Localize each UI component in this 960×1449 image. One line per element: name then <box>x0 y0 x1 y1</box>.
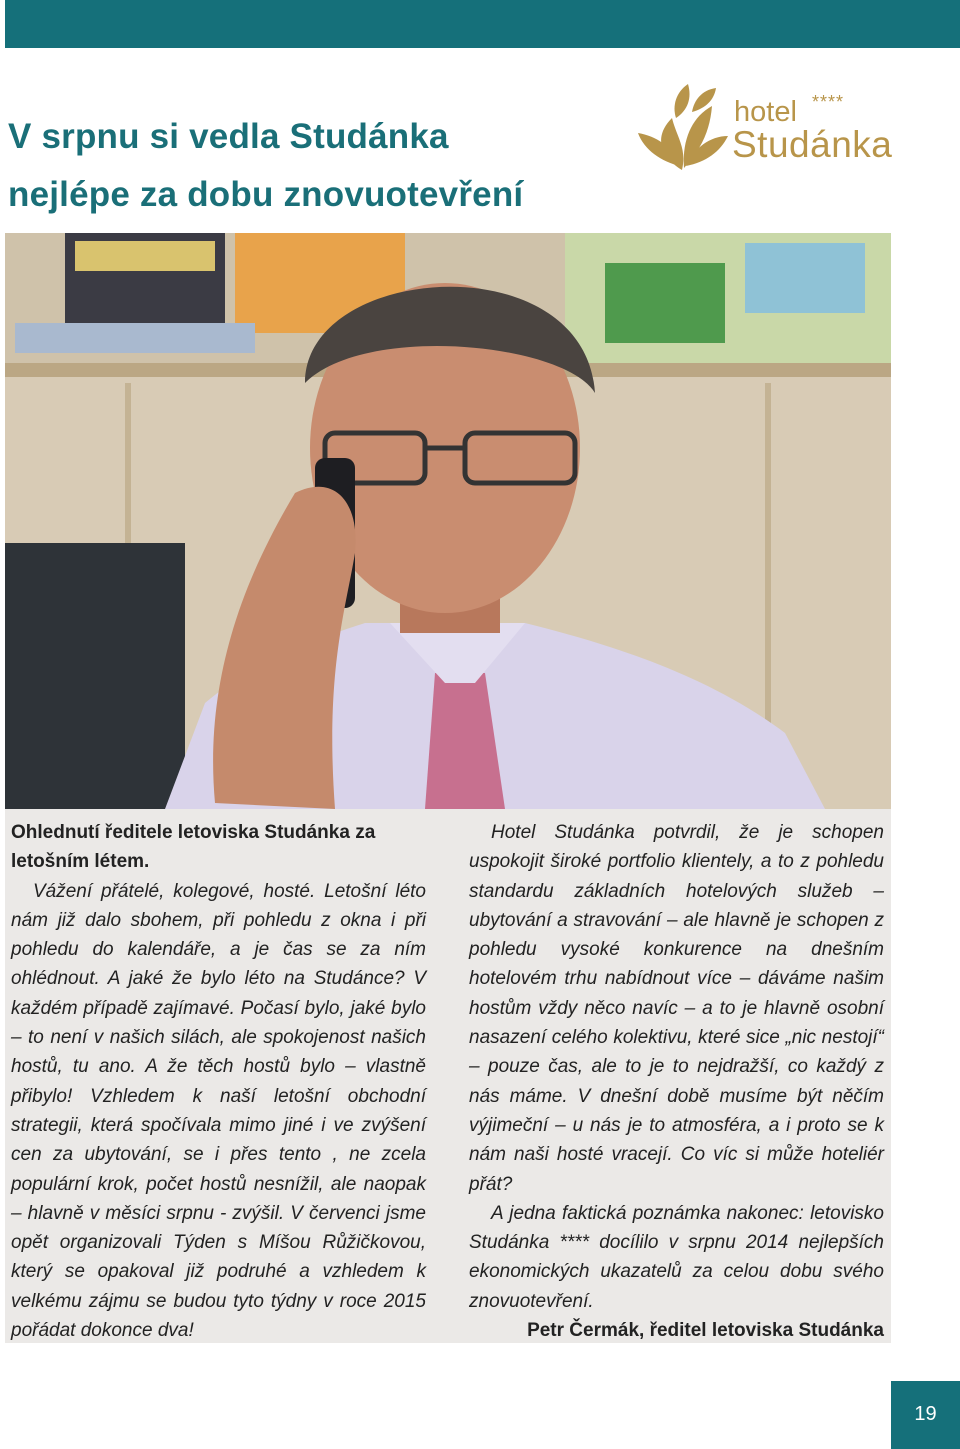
logo-word-hotel: hotel <box>734 96 797 128</box>
logo-stars: **** <box>812 92 845 112</box>
article-lead: Ohlednutí ředitele letoviska Studánka za letošním létem. <box>11 822 376 873</box>
article-column-left <box>11 818 426 1345</box>
top-color-bar <box>5 0 960 48</box>
hotel-studanka-logo <box>632 78 902 178</box>
headline-line-2: nejlépe za dobu znovuotevření <box>8 175 524 214</box>
sun-leaf-logo-icon <box>632 78 732 178</box>
headline-line-1: V srpnu si vedla Studánka <box>8 117 449 156</box>
page-number-box <box>891 1381 960 1449</box>
article-column-right <box>469 818 884 1345</box>
logo-word-studanka: Studánka <box>732 124 893 165</box>
photo-director-on-phone <box>5 233 891 809</box>
article-headline <box>8 108 608 224</box>
page-number: 19 <box>914 1403 937 1425</box>
article-paragraph-3: A jedna faktická poznámka nakonec: letovisko Studánka **** docílilo v srpnu 2014 nejlepších ekonomických ukazatelů za celou dobu svého znovuotevření. <box>469 1202 884 1312</box>
article-signature: Petr Čermák, ředitel letoviska Studánka <box>527 1320 884 1342</box>
article-paragraph-2: Hotel Studánka potvrdil, že je schopen uspokojit široké portfolio klientely, a to z pohledu standardu základních hotelových služeb – ubytování a stravování – ale hlavně je schopen z pohledu vysoké konkurence na dnešním hotelovém trhu nabídnout více – dáváme našim hostům vždy něco navíc – a to je hlavně osobní nasazení celého kolektivu, které sice „nic nestojí“ – pouze čas, ale to je to nejdražší, co každý z nás máme. V dnešní době musíme být něčím výjimeční – u nás je to atmosféra, a i proto se k nám naši hosté vracejí. Co víc si může hoteliér přát? <box>469 822 884 1195</box>
article-paragraph-1: Vážení přátelé, kolegové, hosté. Letošní léto nám již dalo sbohem, při pohledu z okna i při pohledu do kalendáře, a je čas se za ním ohlédnout. A jaké že bylo léto na Studánce? V každém případě zajímavé. Počasí bylo, jaké bylo – to není v našich silách, ale spokojenost našich hostů, tu ano. A že těch hostů bylo – vlastně přibylo! Vzhledem k naší letošní obchodní strategii, která spočívala mimo jiné i ve zvýšení cen za ubytování, se i přes tento , ne zcela populární krok, počet hostů nesnížil, ale naopak – hlavně v měsíci srpnu - zvýšil. V červenci jsme opět organizovali Týden s Míšou Růžičkovou, který se opakoval již podruhé a vzhledem k velkému zájmu se budou tyto týdny v roce 2015 pořádat dokonce dva! <box>11 880 426 1342</box>
